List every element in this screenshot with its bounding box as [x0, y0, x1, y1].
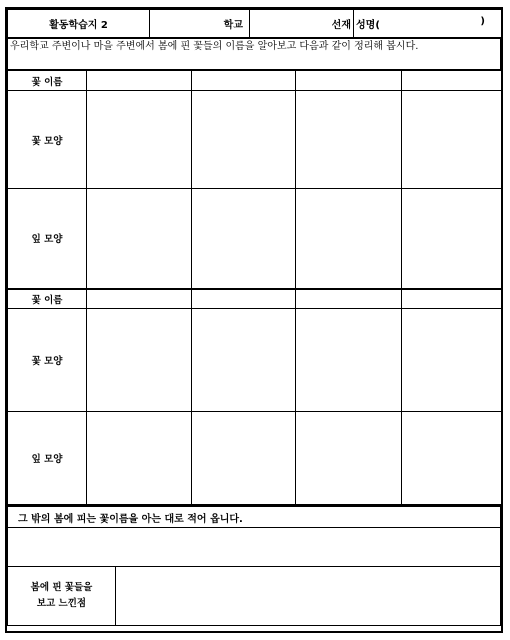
flower-name-cell[interactable]: [87, 289, 192, 309]
flower-grid: [7, 70, 502, 505]
flower-name-cell[interactable]: [402, 289, 502, 309]
name-close: ): [480, 16, 485, 27]
school-label: 학교: [223, 20, 243, 31]
worksheet: [5, 7, 503, 633]
flower-shape-cell[interactable]: [402, 91, 502, 189]
other-flowers-answer[interactable]: [8, 528, 501, 567]
teacher-label: 선재: [331, 20, 351, 31]
flower-shape-cell[interactable]: [296, 91, 402, 189]
worksheet-title: 활동학습지 2: [8, 10, 150, 38]
leaf-shape-cell[interactable]: [192, 412, 296, 505]
flower-name-cell[interactable]: [192, 289, 296, 309]
name-field[interactable]: [354, 10, 502, 38]
flower-name-cell[interactable]: [192, 71, 296, 91]
leaf-shape-label: 잎 모양: [8, 412, 87, 505]
impression-label-line2: 보고 느낀점: [36, 598, 87, 609]
leaf-shape-label: 잎 모양: [8, 189, 87, 289]
bottom-table: [7, 505, 501, 626]
impression-label: [8, 567, 116, 626]
flower-name-label: 꽃 이름: [8, 71, 87, 91]
leaf-shape-cell[interactable]: [87, 189, 192, 289]
flower-name-cell[interactable]: [87, 71, 192, 91]
flower-shape-label: 꽃 모양: [8, 309, 87, 412]
intro-table: [7, 38, 501, 70]
flower-name-cell[interactable]: [296, 71, 402, 91]
header-table: [7, 9, 502, 38]
teacher-field[interactable]: [250, 10, 354, 38]
flower-shape-cell[interactable]: [402, 309, 502, 412]
school-field[interactable]: [150, 10, 250, 38]
other-flowers-instruction: 그 밖의 봄에 피는 꽃이름을 아는 대로 적어 옵니다.: [8, 506, 501, 528]
flower-shape-cell[interactable]: [296, 309, 402, 412]
name-label: 성명(: [356, 20, 380, 31]
impression-label-line1: 봄에 핀 꽃들을: [30, 582, 93, 593]
leaf-shape-cell[interactable]: [296, 189, 402, 289]
leaf-shape-cell[interactable]: [402, 412, 502, 505]
leaf-shape-cell[interactable]: [192, 189, 296, 289]
flower-name-label: 꽃 이름: [8, 289, 87, 309]
flower-shape-cell[interactable]: [192, 309, 296, 412]
intro-text: 우리학교 주변이나 마을 주변에서 봄에 핀 꽃들의 이름을 알아보고 다음과 같이 정리해 봅시다.: [8, 39, 501, 70]
leaf-shape-cell[interactable]: [402, 189, 502, 289]
impression-answer[interactable]: [116, 567, 501, 626]
flower-name-cell[interactable]: [402, 71, 502, 91]
flower-name-cell[interactable]: [296, 289, 402, 309]
leaf-shape-cell[interactable]: [87, 412, 192, 505]
leaf-shape-cell[interactable]: [296, 412, 402, 505]
flower-shape-cell[interactable]: [87, 91, 192, 189]
flower-shape-label: 꽃 모양: [8, 91, 87, 189]
flower-shape-cell[interactable]: [192, 91, 296, 189]
flower-shape-cell[interactable]: [87, 309, 192, 412]
